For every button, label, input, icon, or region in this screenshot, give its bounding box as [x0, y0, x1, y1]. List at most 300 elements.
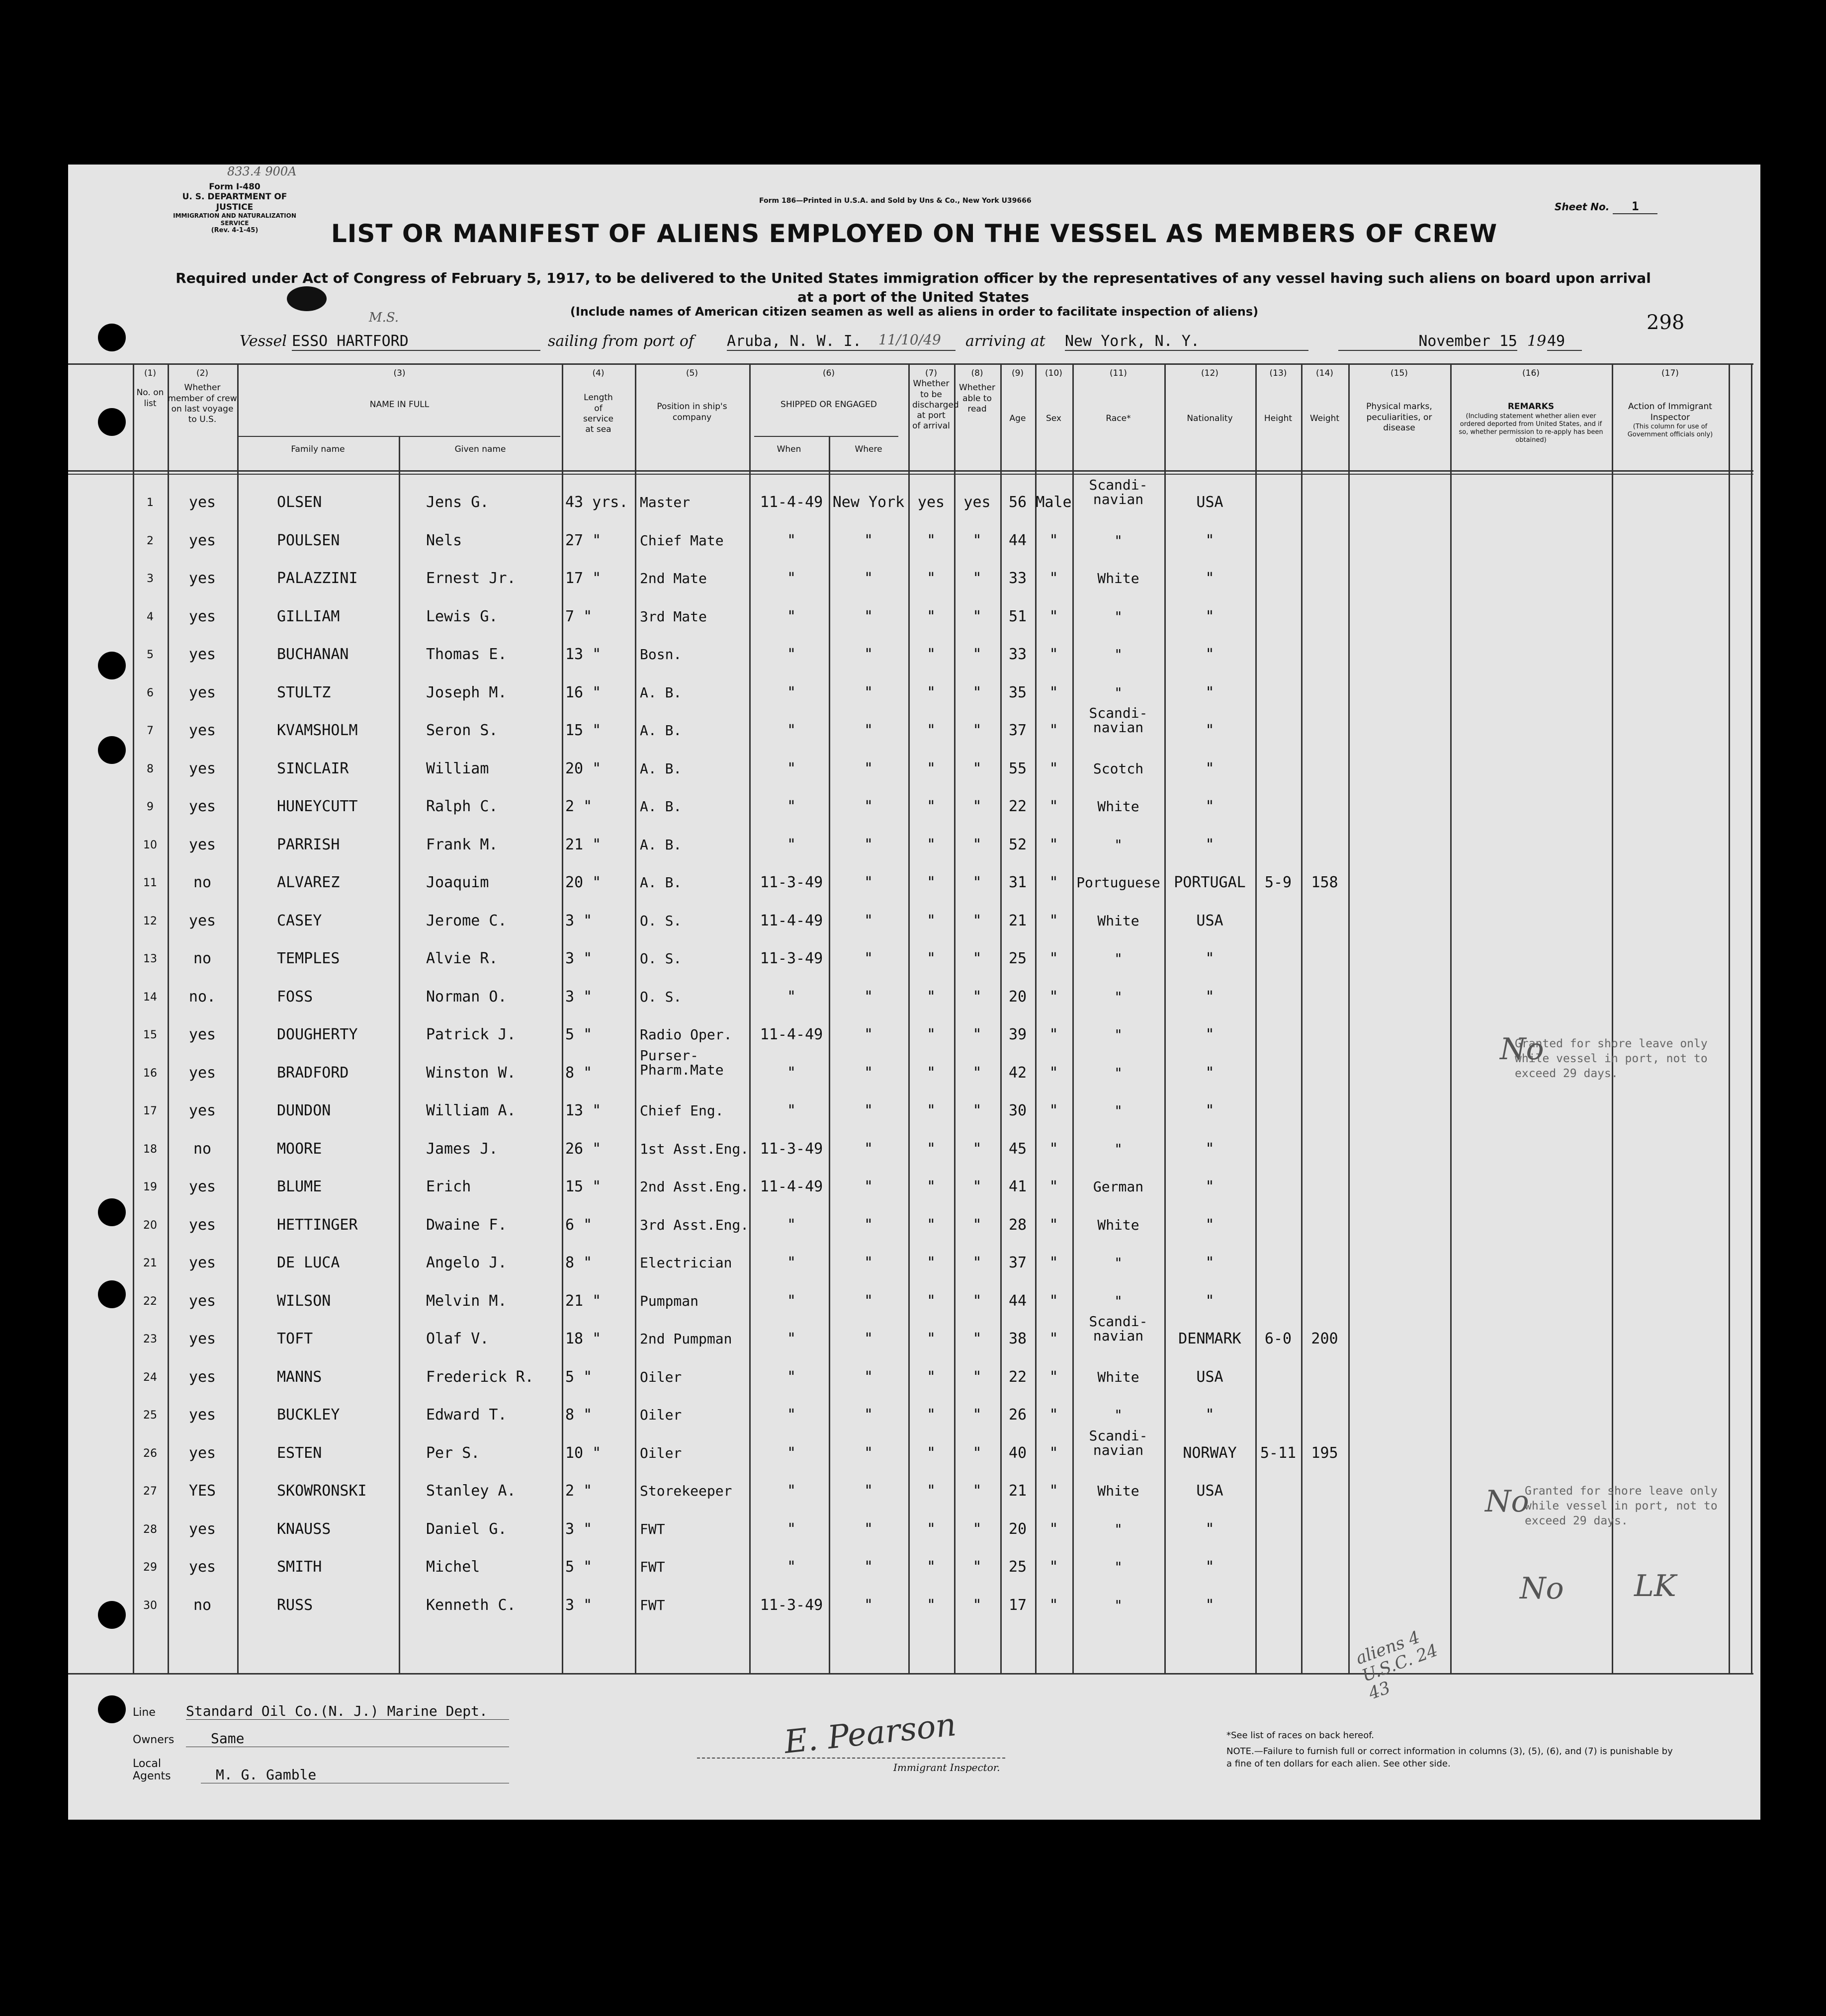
row-nat: "	[1205, 798, 1215, 815]
row-where: "	[864, 1292, 873, 1310]
row-given: Erich	[426, 1178, 471, 1195]
row-crew: no.	[188, 988, 216, 1006]
row-where: "	[864, 722, 873, 739]
row-sex: "	[1049, 759, 1058, 777]
row-age: 30	[1008, 1102, 1027, 1119]
row-age: 17	[1008, 1596, 1027, 1614]
row-nat: PORTUGAL	[1174, 874, 1246, 891]
row-where: "	[864, 1330, 873, 1347]
row-family: BUCKLEY	[277, 1406, 340, 1424]
row-disch: "	[926, 950, 936, 967]
agents-label: Local Agents	[133, 1758, 171, 1782]
margin-note: 833.4 900A	[227, 165, 297, 178]
page-subnote: (Include names of American citizen seamen as well as aliens in order to facilitate inspection of aliens)	[570, 305, 1259, 319]
row-nat: "	[1205, 607, 1215, 625]
col-header-when: When	[777, 444, 801, 454]
row-sex: "	[1049, 1254, 1058, 1271]
row-number: 29	[143, 1561, 157, 1574]
row-read: "	[972, 531, 982, 549]
row-age: 26	[1008, 1406, 1027, 1424]
row-given: Thomas E.	[426, 646, 507, 663]
row-family: BLUME	[277, 1178, 322, 1195]
row-crew: no	[193, 950, 212, 967]
row-number: 19	[143, 1181, 157, 1193]
vessel-prefix: M.S.	[369, 310, 399, 325]
remarks-stamp: Granted for shore leave only while vessel in port, not to exceed 29 days.	[1525, 1485, 1718, 1527]
row-disch: "	[926, 1216, 936, 1234]
row-h: 6-0	[1264, 1330, 1292, 1347]
row-age: 55	[1008, 759, 1027, 777]
row-crew: yes	[188, 531, 216, 549]
row-number: 4	[147, 610, 154, 623]
service-name: IMMIGRATION AND NATURALIZATION SERVICE	[173, 212, 296, 227]
sailing-date: 11/10/49	[878, 332, 941, 348]
row-crew: yes	[188, 836, 216, 853]
row-number: 3	[147, 573, 154, 585]
row-service: 20 "	[565, 759, 602, 777]
row-number: 15	[143, 1029, 157, 1041]
row-crew: yes	[188, 912, 216, 929]
row-position: 1st Asst.Eng.	[640, 1140, 749, 1157]
row-disch: "	[926, 683, 936, 701]
row-service: 10 "	[565, 1444, 602, 1462]
row-given: Joseph M.	[426, 683, 507, 701]
row-race: Scandi- navian	[1089, 1313, 1148, 1344]
row-race: Scandi- navian	[1089, 477, 1148, 508]
row-service: 3 "	[565, 1520, 593, 1538]
col-header-discharged: (7) Whether to be discharged at port of arrival	[912, 368, 959, 431]
handwritten-count: aliens 4 U.S.C. 24 43	[1353, 1627, 1441, 1704]
row-number: 26	[143, 1447, 157, 1460]
row-given: Stanley A.	[426, 1482, 516, 1500]
row-race: White	[1097, 1216, 1139, 1233]
row-when: "	[786, 1520, 796, 1538]
inspector-label: Immigrant Inspector.	[893, 1762, 1000, 1773]
row-race: "	[1114, 684, 1123, 701]
row-disch: "	[926, 646, 936, 663]
row-age: 20	[1008, 1520, 1027, 1538]
row-service: 3 "	[565, 988, 593, 1006]
row-when: "	[786, 1254, 796, 1271]
row-nat: "	[1205, 988, 1215, 1006]
row-age: 22	[1008, 798, 1027, 815]
row-position: A. B.	[640, 684, 682, 701]
row-race: White	[1097, 570, 1139, 587]
row-number: 28	[143, 1523, 157, 1536]
row-sex: "	[1049, 950, 1058, 967]
row-race: "	[1114, 1292, 1123, 1309]
row-nat: "	[1205, 531, 1215, 549]
row-given: Michel	[426, 1558, 480, 1576]
row-family: MANNS	[277, 1368, 322, 1386]
row-sex: "	[1049, 988, 1058, 1006]
row-crew: yes	[188, 798, 216, 815]
row-service: 6 "	[565, 1216, 593, 1234]
col-header-where: Where	[855, 444, 882, 454]
row-when: "	[786, 1330, 796, 1347]
row-race: German	[1093, 1178, 1144, 1195]
row-sex: "	[1049, 1064, 1058, 1082]
page-number: 298	[1647, 311, 1685, 334]
row-w: 195	[1311, 1444, 1338, 1462]
row-service: 5 "	[565, 1368, 593, 1386]
row-service: 21 "	[565, 836, 602, 853]
row-disch: "	[926, 1444, 936, 1462]
row-number: 10	[143, 839, 157, 851]
row-position: Master	[640, 494, 691, 510]
row-given: Frank M.	[426, 836, 498, 853]
col-header-age: (9) Age	[1009, 368, 1026, 424]
row-position: 2nd Mate	[640, 570, 707, 587]
row-family: GILLIAM	[277, 607, 340, 625]
row-when: 11-3-49	[760, 1140, 823, 1158]
row-where: "	[864, 1178, 873, 1195]
row-read: "	[972, 570, 982, 587]
row-read: "	[972, 1482, 982, 1500]
row-when: "	[786, 1406, 796, 1424]
row-age: 51	[1008, 607, 1027, 625]
row-read: yes	[963, 494, 991, 511]
row-service: 3 "	[565, 1596, 593, 1614]
row-number: 5	[147, 649, 154, 661]
row-where: "	[864, 798, 873, 815]
row-nat: "	[1205, 1520, 1215, 1538]
row-sex: Male	[1036, 494, 1072, 511]
line-label: Line	[133, 1706, 156, 1719]
row-nat: "	[1205, 1140, 1215, 1158]
row-family: KVAMSHOLM	[277, 722, 358, 739]
ink-blot	[287, 286, 327, 311]
row-age: 40	[1008, 1444, 1027, 1462]
row-disch: "	[926, 607, 936, 625]
row-read: "	[972, 1064, 982, 1082]
row-nat: USA	[1196, 494, 1223, 511]
row-disch: "	[926, 1330, 936, 1347]
col-header-nationality: (12) Nationality	[1187, 368, 1233, 424]
page-title: LIST OR MANIFEST OF ALIENS EMPLOYED ON THE VESSEL AS MEMBERS OF CREW	[331, 219, 1498, 248]
row-age: 31	[1008, 874, 1027, 891]
row-service: 3 "	[565, 950, 593, 967]
row-given: Norman O.	[426, 988, 507, 1006]
row-disch: "	[926, 570, 936, 587]
row-where: "	[864, 988, 873, 1006]
row-read: "	[972, 836, 982, 853]
row-age: 37	[1008, 722, 1027, 739]
row-nat: "	[1205, 1292, 1215, 1310]
row-where: "	[864, 912, 873, 929]
row-race: "	[1114, 950, 1123, 967]
row-given: Daniel G.	[426, 1520, 507, 1538]
row-service: 15 "	[565, 722, 602, 739]
row-service: 27 "	[565, 531, 602, 549]
row-crew: yes	[188, 1368, 216, 1386]
row-nat: "	[1205, 646, 1215, 663]
row-read: "	[972, 1558, 982, 1576]
row-nat: USA	[1196, 1482, 1223, 1500]
row-sex: "	[1049, 1026, 1058, 1043]
row-given: Jerome C.	[426, 912, 507, 929]
row-number: 14	[143, 991, 157, 1004]
signature-line	[697, 1758, 1005, 1759]
sailing-label: sailing from port of	[548, 333, 694, 350]
row-where: "	[864, 1520, 873, 1538]
row-sex: "	[1049, 646, 1058, 663]
row-when: 11-3-49	[760, 874, 823, 891]
row-when: "	[786, 1064, 796, 1082]
row-sex: "	[1049, 1102, 1058, 1119]
row-read: "	[972, 950, 982, 967]
row-service: 5 "	[565, 1026, 593, 1043]
row-age: 28	[1008, 1216, 1027, 1234]
inspector-signature: E. Pearson	[783, 1706, 958, 1761]
punch-hole	[98, 324, 126, 351]
row-disch: "	[926, 1102, 936, 1119]
handwritten-initials: LK	[1634, 1569, 1676, 1603]
manifest-table	[68, 363, 1760, 1704]
row-age: 33	[1008, 570, 1027, 587]
handwritten-no: No	[1485, 1484, 1529, 1519]
row-family: WILSON	[277, 1292, 331, 1310]
row-number: 30	[143, 1599, 157, 1612]
row-where: "	[864, 570, 873, 587]
row-sex: "	[1049, 570, 1058, 587]
row-sex: "	[1049, 683, 1058, 701]
row-read: "	[972, 1368, 982, 1386]
row-when: "	[786, 1368, 796, 1386]
punch-hole	[98, 1695, 126, 1723]
row-when: "	[786, 646, 796, 663]
row-crew: yes	[188, 1178, 216, 1195]
row-number: 27	[143, 1485, 157, 1498]
row-number: 18	[143, 1143, 157, 1156]
row-service: 18 "	[565, 1330, 602, 1347]
row-family: MOORE	[277, 1140, 322, 1158]
col-header-no: (1) No. on list	[136, 368, 164, 409]
row-h: 5-9	[1264, 874, 1292, 891]
row-position: O. S.	[640, 912, 682, 929]
row-family: PALAZZINI	[277, 570, 358, 587]
row-when: "	[786, 759, 796, 777]
row-read: "	[972, 1520, 982, 1538]
row-given: Winston W.	[426, 1064, 516, 1082]
row-age: 35	[1008, 683, 1027, 701]
col-header-remarks: (16) REMARKS (Including statement whether alien ever ordered deported from United States, and if so, whether permission to re-apply has been obtained)	[1459, 368, 1603, 444]
row-disch: "	[926, 1406, 936, 1424]
row-position: 3rd Asst.Eng.	[640, 1216, 749, 1233]
row-nat: "	[1205, 570, 1215, 587]
row-nat: "	[1205, 1064, 1215, 1082]
row-where: "	[864, 1064, 873, 1082]
row-when: 11-4-49	[760, 1178, 823, 1195]
owners-value: Same	[186, 1730, 509, 1747]
row-service: 21 "	[565, 1292, 602, 1310]
row-crew: yes	[188, 607, 216, 625]
row-crew: yes	[188, 759, 216, 777]
row-race: "	[1114, 1102, 1123, 1119]
form-no: Form I-480	[209, 182, 261, 192]
row-sex: "	[1049, 1482, 1058, 1500]
row-where: "	[864, 1026, 873, 1043]
col-header-family: Family name	[291, 444, 345, 454]
row-service: 20 "	[565, 874, 602, 891]
form-rev: (Rev. 4-1-45)	[211, 226, 259, 234]
row-where: "	[864, 1596, 873, 1614]
arrival-month: November 15	[1338, 333, 1517, 351]
row-age: 25	[1008, 1558, 1027, 1576]
row-disch: yes	[917, 494, 945, 511]
row-position: Electrician	[640, 1255, 732, 1271]
row-nat: NORWAY	[1183, 1444, 1237, 1462]
row-age: 21	[1008, 912, 1027, 929]
row-given: Patrick J.	[426, 1026, 516, 1043]
row-given: Per S.	[426, 1444, 480, 1462]
row-when: "	[786, 607, 796, 625]
row-crew: yes	[188, 1330, 216, 1347]
row-position: Pumpman	[640, 1292, 699, 1309]
race-note: *See list of races on back hereof.	[1226, 1730, 1374, 1741]
row-disch: "	[926, 759, 936, 777]
row-service: 15 "	[565, 1178, 602, 1195]
row-service: 5 "	[565, 1558, 593, 1576]
row-disch: "	[926, 1368, 936, 1386]
row-crew: no	[193, 1596, 212, 1614]
row-family: RUSS	[277, 1596, 313, 1614]
row-age: 42	[1008, 1064, 1027, 1082]
row-family: HETTINGER	[277, 1216, 358, 1234]
row-position: A. B.	[640, 760, 682, 777]
row-disch: "	[926, 1254, 936, 1271]
row-nat: "	[1205, 1406, 1215, 1424]
row-given: Melvin M.	[426, 1292, 507, 1310]
agents-value: M. G. Gamble	[201, 1766, 509, 1783]
row-number: 23	[143, 1333, 157, 1345]
row-disch: "	[926, 531, 936, 549]
port-to: New York, N. Y.	[1065, 333, 1308, 351]
row-family: KNAUSS	[277, 1520, 331, 1538]
row-family: BRADFORD	[277, 1064, 349, 1082]
row-family: ESTEN	[277, 1444, 322, 1462]
row-given: James J.	[426, 1140, 498, 1158]
row-where: New York	[832, 494, 905, 511]
row-race: Scotch	[1093, 760, 1144, 777]
row-number: 12	[143, 915, 157, 927]
row-age: 21	[1008, 1482, 1027, 1500]
row-crew: yes	[188, 722, 216, 739]
row-race: "	[1114, 532, 1123, 549]
row-number: 11	[143, 877, 157, 889]
row-position: A. B.	[640, 798, 682, 815]
row-given: Joaquim	[426, 874, 489, 891]
row-where: "	[864, 1368, 873, 1386]
row-given: Angelo J.	[426, 1254, 507, 1271]
row-number: 2	[147, 534, 154, 547]
row-given: William	[426, 759, 489, 777]
row-service: 26 "	[565, 1140, 602, 1158]
row-crew: no	[193, 1140, 212, 1158]
row-sex: "	[1049, 1140, 1058, 1158]
row-service: 8 "	[565, 1406, 593, 1424]
row-position: FWT	[640, 1559, 665, 1575]
row-family: OLSEN	[277, 494, 322, 511]
row-number: 1	[147, 497, 154, 509]
row-where: "	[864, 607, 873, 625]
row-nat: "	[1205, 1026, 1215, 1043]
row-disch: "	[926, 1596, 936, 1614]
row-w: 158	[1311, 874, 1338, 891]
row-race: Scandi- navian	[1089, 1427, 1148, 1458]
line-value: Standard Oil Co.(N. J.) Marine Dept.	[186, 1703, 509, 1720]
row-where: "	[864, 950, 873, 967]
row-when: 11-4-49	[760, 494, 823, 511]
port-from: Aruba, N. W. I.	[727, 333, 956, 351]
col-header-name: (3) NAME IN FULL	[369, 368, 430, 410]
row-position: Chief Mate	[640, 532, 724, 549]
row-position: Oiler	[640, 1368, 682, 1385]
row-sex: "	[1049, 1216, 1058, 1234]
col-header-marks: (15) Physical marks, peculiarities, or disease	[1366, 368, 1432, 433]
row-number: 24	[143, 1371, 157, 1384]
row-race: "	[1114, 646, 1123, 663]
row-number: 6	[147, 686, 154, 699]
row-disch: "	[926, 1026, 936, 1043]
row-read: "	[972, 874, 982, 891]
row-service: 17 "	[565, 570, 602, 587]
row-where: "	[864, 1558, 873, 1576]
row-when: "	[786, 1216, 796, 1234]
row-position: FWT	[640, 1596, 665, 1613]
row-sex: "	[1049, 874, 1058, 891]
row-crew: yes	[188, 1216, 216, 1234]
row-number: 22	[143, 1295, 157, 1308]
row-race: "	[1114, 1596, 1123, 1613]
row-where: "	[864, 646, 873, 663]
row-where: "	[864, 683, 873, 701]
row-disch: "	[926, 988, 936, 1006]
row-when: "	[786, 531, 796, 549]
col-header-sex: (10) Sex	[1045, 368, 1062, 424]
sheet-number	[1555, 199, 1657, 214]
row-given: Dwaine F.	[426, 1216, 507, 1234]
row-race: "	[1114, 836, 1123, 853]
row-position: 2nd Asst.Eng.	[640, 1178, 749, 1195]
row-family: TEMPLES	[277, 950, 340, 967]
row-when: "	[786, 722, 796, 739]
row-sex: "	[1049, 798, 1058, 815]
row-sex: "	[1049, 1178, 1058, 1195]
row-given: Jens G.	[426, 494, 489, 511]
row-when: "	[786, 1102, 796, 1119]
row-read: "	[972, 1102, 982, 1119]
row-crew: yes	[188, 494, 216, 511]
vessel-label: Vessel	[240, 333, 287, 350]
fine-note: NOTE.—Failure to furnish full or correct information in columns (3), (5), (6), and (7) is punishable by a fine of ten dollars for each alien. See other side.	[1226, 1746, 1673, 1769]
sheet-value: 1	[1613, 199, 1657, 214]
row-sex: "	[1049, 1520, 1058, 1538]
row-nat: "	[1205, 1254, 1215, 1271]
row-service: 2 "	[565, 798, 593, 815]
row-race: "	[1114, 1064, 1123, 1081]
col-header-service: (4) Length of service at sea	[583, 368, 613, 434]
row-read: "	[972, 798, 982, 815]
row-where: "	[864, 874, 873, 891]
row-position: FWT	[640, 1520, 665, 1537]
row-disch: "	[926, 1140, 936, 1158]
row-crew: yes	[188, 646, 216, 663]
row-read: "	[972, 646, 982, 663]
row-read: "	[972, 1026, 982, 1043]
row-when: "	[786, 1292, 796, 1310]
row-service: 3 "	[565, 912, 593, 929]
